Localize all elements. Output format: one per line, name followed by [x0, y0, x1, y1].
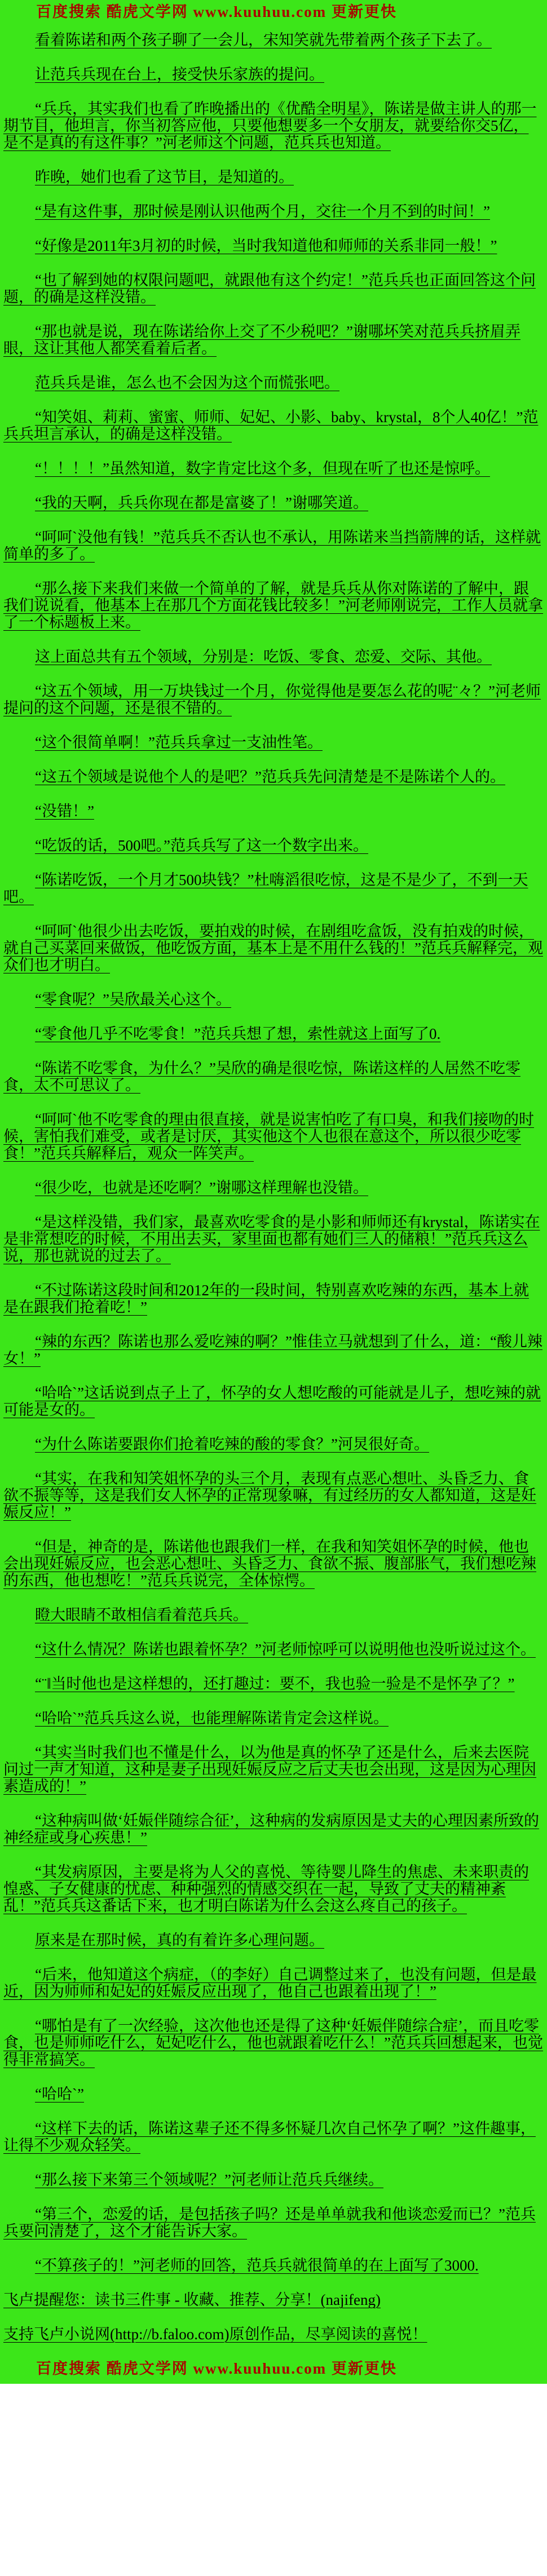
novel-paragraph: 昨晚，她们也看了这节目，是知道的。	[35, 169, 294, 185]
novel-paragraph: 这上面总共有五个领域，分别是：吃饭、零食、恋爱、交际、其他。	[35, 648, 492, 665]
novel-paragraph: “好像是2011年3月初的时候，当时我知道他和师师的关系非同一般！”	[35, 237, 497, 254]
novel-paragraph: “零食呢？”吴欣最关心这个。	[35, 991, 231, 1008]
novel-paragraph: “不算孩子的！”河老师的回答，范兵兵就很简单的在上面写了3000.	[35, 2257, 479, 2274]
novel-paragraph: “兵兵，其实我们也看了昨晚播出的《优酷全明星》，陈诺是做主讲人的那一期节目，他坦言，你当初答应他，只要他想要多一个女朋友，就要给你交5亿，是不是真的有这件事？”河老师这个问题，范兵兵也知道。	[3, 100, 537, 151]
novel-paragraph: “那么接下来我们来做一个简单的了解，就是兵兵从你对陈诺的了解中，跟我们说说看，他基本上在那几个方面花钱比较多！”河老师刚说完，工作人员就拿了一个标题板上来。	[3, 580, 543, 631]
novel-paragraph: “这五个领域，用一万块钱过一个月，你觉得他是要怎么花的呢¨々？”河老师提问的这个问题，还是很不错的。	[3, 683, 541, 716]
novel-paragraph: “这种病叫做‘妊娠伴随综合征’，这种病的发病原因是丈夫的心理因素所致的神经症或身心疾患！”	[3, 1812, 539, 1846]
footer-banner-text: 百度搜索 酷虎文学网 www.kuuhuu.com 更新更快	[36, 2360, 397, 2377]
novel-paragraph: “陈诺吃饭，一个月才500块钱？”杜嗨滔很吃惊，这是不是少了，不到一天吧。	[3, 871, 528, 905]
novel-paragraph: “后来，他知道这个病症，（的李好）自己调整过来了，也没有问题，但是最近，因为师师和妃妃的妊娠反应出现了，他自己也跟着出现了！”	[3, 1966, 537, 2000]
novel-paragraph: “辣的东西？陈诺也那么爱吃辣的啊？”惟佳立马就想到了什么，道：“酸儿辣女！”	[3, 1333, 542, 1367]
novel-paragraph: “这个很简单啊！”范兵兵拿过一支油性笔。	[35, 734, 323, 751]
novel-paragraph: “我的天啊，兵兵你现在都是富婆了！”谢哪笑道。	[35, 494, 368, 511]
novel-paragraph: “但是，神奇的是，陈诺他也跟我们一样，在我和知笑姐怀孕的时候，他也会出现妊娠反应，也会恶心想吐、头昏乏力、食欲不振、腹部胀气，我们想吃辣的东西，他也想吃！”范兵兵说完，全体惊愕。	[3, 1538, 536, 1589]
novel-paragraph: “呵呵`他很少出去吃饭，要拍戏的时候，在剧组吃盒饭，没有拍戏的时候，就自己买菜回来做饭，他吃饭方面，基本上是不用什么钱的！”范兵兵解释完，观众们也才明白。	[3, 923, 543, 973]
novel-paragraph: “哈哈`”	[35, 2086, 84, 2103]
novel-paragraph: “是有这件事，那时候是刚认识他两个月，交往一个月不到的时间！”	[35, 203, 490, 220]
novel-paragraph: “知笑姐、莉莉、蜜蜜、师师、妃妃、小影、baby、krystal，8个人40亿！”范兵兵坦言承认，的确是这样没错。	[3, 409, 539, 442]
novel-paragraph: “这样下去的话，陈诺这辈子还不得多怀疑几次自己怀孕了啊？”这件趣事，让得不少观众轻笑。	[3, 2120, 536, 2154]
novel-content	[3, 32, 544, 2343]
novel-paragraph: “这什么情况？陈诺也跟着怀孕？”河老师惊呼可以说明他也没听说过这个。	[35, 1641, 536, 1658]
novel-paragraph: 原来是在那时候，真的有着许多心理问题。	[35, 1932, 324, 1949]
header-banner-text: 百度搜索 酷虎文学网 www.kuuhuu.com 更新更快	[36, 3, 397, 20]
novel-paragraph: “那么接下来第三个领域呢？”河老师让范兵兵继续。	[35, 2171, 383, 2188]
novel-paragraph: 范兵兵是谁，怎么也不会因为这个而慌张吧。	[35, 374, 339, 391]
novel-paragraph: “哈哈`”范兵兵这么说，也能理解陈诺肯定会这样说。	[35, 1710, 389, 1727]
novel-paragraph: 支持飞卢小说网(http://b.faloo.com)原创作品，尽享阅读的喜悦！	[3, 2326, 427, 2343]
novel-paragraph: “吃饭的话，500吧。”范兵兵写了这一个数字出来。	[35, 837, 368, 854]
novel-paragraph: 瞪大眼睛不敢相信看着范兵兵。	[35, 1606, 248, 1623]
novel-paragraph: “不过陈诺这段时间和2012年的一段时间，特别喜欢吃辣的东西，基本上就是在跟我们抢着吃！”	[3, 1282, 529, 1316]
novel-paragraph: “其实当时我们也不懂是什么，以为他是真的怀孕了还是什么，后来去医院问过一声才知道，这种是妻子出现妊娠反应之后丈夫也会出现，这是因为心理因素造成的！”	[3, 1744, 536, 1795]
novel-paragraph: “呵呵`他不吃零食的理由很直接，就是说害怕吃了有口臭，和我们接吻的时候，害怕我们难受，或者是讨厌，其实他这个人也很在意这个，所以很少吃零食！”范兵兵解释后，观众一阵笑声。	[3, 1111, 534, 1162]
novel-paragraph: “为什么陈诺要跟你们抢着吃辣的酸的零食？”河炅很好奇。	[35, 1436, 429, 1453]
novel-paragraph: 让范兵兵现在台上，接受快乐家族的提问。	[35, 66, 324, 83]
novel-paragraph: “！！！！”虽然知道，数字肯定比这个多，但现在听了也还是惊呼。	[35, 460, 490, 477]
novel-paragraph: “是这样没错，我们家，最喜欢吃零食的是小影和师师还有krystal，陈诺实在是非常想吃的时候，不用出去买，家里面也都有她们三人的储粮！”范兵兵这么说，那也就说的过去了。	[3, 1214, 540, 1264]
novel-paragraph: “这五个领域是说他个人的是吧？”范兵兵先问清楚是不是陈诺个人的。	[35, 768, 505, 785]
novel-paragraph: “零食他几乎不吃零食！”范兵兵想了想，索性就这上面写了0.	[35, 1025, 441, 1042]
novel-paragraph: 飞卢提醒您：读书三件事 - 收藏、推荐、分享！(najifeng)	[3, 2291, 381, 2308]
novel-paragraph: “陈诺不吃零食，为什么？”吴欣的确是很吃惊，陈诺这样的人居然不吃零食，太不可思议了。	[3, 1060, 520, 1094]
novel-paragraph: “哈哈`”这话说到点子上了，怀孕的女人想吃酸的可能就是儿子，想吃辣的就可能是女的。	[3, 1384, 541, 1418]
novel-paragraph: “其发病原因，主要是将为人父的喜悦、等待婴儿降生的焦虑、未来职责的惶惑、子女健康的忧虑、种种强烈的情感交织在一起，导致了丈夫的精神紊乱！”范兵兵这番话下来，也才明白陈诺为什么会这么疼自己的孩子。	[3, 1864, 529, 1914]
novel-paragraph: “¨‖当时他也是这样想的，还打趣过：要不，我也验一验是不是怀孕了？”	[35, 1675, 515, 1692]
novel-paragraph: “哪怕是有了一次经验，这次他也还是得了这种‘妊娠伴随综合症’，而且吃零食，也是师师吃什么，妃妃吃什么，他也就跟着吃什么！”范兵兵回想起来，也觉得非常搞笑。	[3, 2017, 543, 2068]
novel-paragraph: 看着陈诺和两个孩子聊了一会儿，宋知笑就先带着两个孩子下去了。	[35, 32, 492, 48]
novel-paragraph: “没错！”	[35, 803, 94, 820]
footer-banner	[36, 2360, 544, 2377]
novel-paragraph: “那也就是说，现在陈诺给你上交了不少税吧？”谢哪坏笑对范兵兵挤眉弄眼，这让其他人都笑看着后者。	[3, 323, 520, 357]
novel-paragraph: “也了解到她的权限问题吧，就跟他有这个约定！”范兵兵也正面回答这个问题，的确是这样没错。	[3, 272, 536, 306]
novel-paragraph: “呵呵`没他有钱！”范兵兵不否认也不承认，用陈诺来当挡箭牌的话，这样就简单的多了。	[3, 529, 541, 563]
novel-paragraph: “第三个，恋爱的话，是包括孩子吗？还是单单就我和他谈恋爱而已？”范兵兵要问清楚了，这个才能告诉大家。	[3, 2206, 536, 2239]
novel-paragraph: “其实，在我和知笑姐怀孕的头三个月，表现有点恶心想吐、头昏乏力、食欲不振等等，这是我们女人怀孕的正常现象嘛，有过经历的女人都知道，这是妊娠反应！”	[3, 1470, 536, 1521]
header-banner	[36, 3, 544, 20]
novel-paragraph: “很少吃，也就是还吃啊？”谢哪这样理解也没错。	[35, 1179, 368, 1196]
